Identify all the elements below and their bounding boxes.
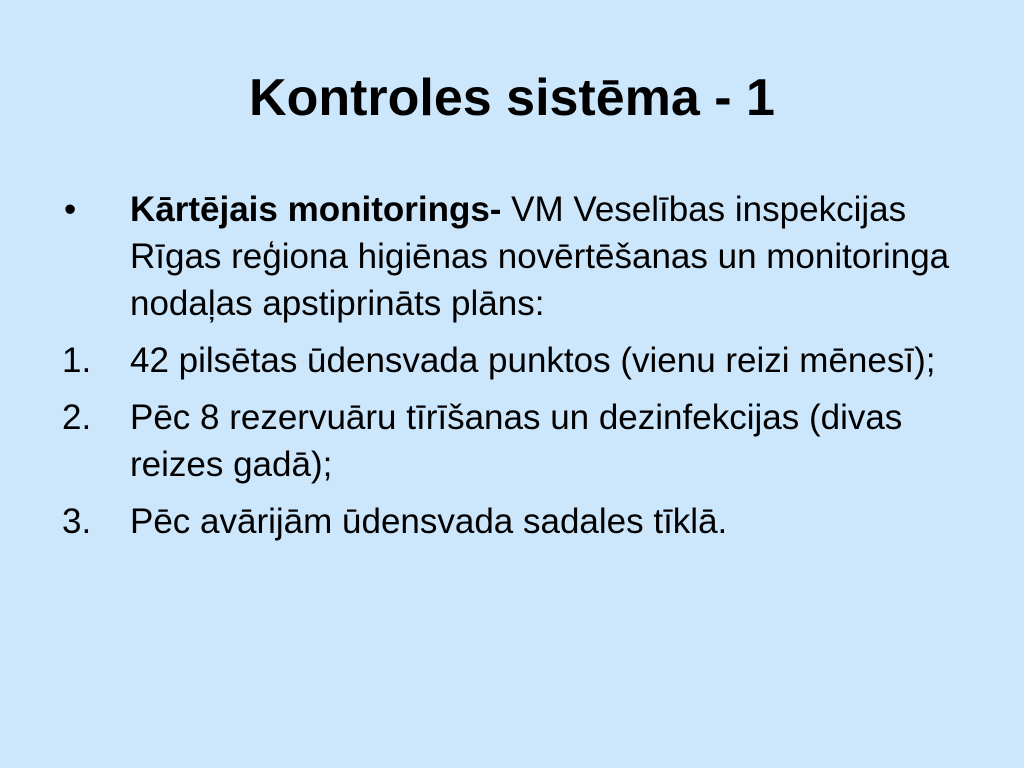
numbered-item-text: Pēc avārijām ūdensvada sadales tīklā. <box>130 502 728 541</box>
bullet-lead-text: Kārtējais monitorings- <box>130 190 502 229</box>
numbered-item-3 <box>0 498 1024 545</box>
slide-title: Kontroles sistēma - 1 <box>249 69 775 127</box>
number-marker: 3. <box>62 502 92 541</box>
slide-content <box>0 186 1024 555</box>
bullet-item <box>0 186 1024 327</box>
number-marker: 2. <box>62 398 92 437</box>
numbered-item-2 <box>0 394 1024 488</box>
number-marker: 1. <box>62 341 92 380</box>
numbered-item-text: 42 pilsētas ūdensvada punktos (vienu reizi mēnesī); <box>130 341 936 380</box>
bullet-body-text: VM Veselības inspekcijas Rīgas reģiona higiēnas novērtēšanas un monitoringa nodaļas apstiprināts plāns: <box>130 190 950 323</box>
numbered-item-text: Pēc 8 rezervuāru tīrīšanas un dezinfekcijas (divas reizes gadā); <box>130 398 903 484</box>
bullet-marker: • <box>64 190 77 229</box>
numbered-item-1 <box>0 337 1024 384</box>
